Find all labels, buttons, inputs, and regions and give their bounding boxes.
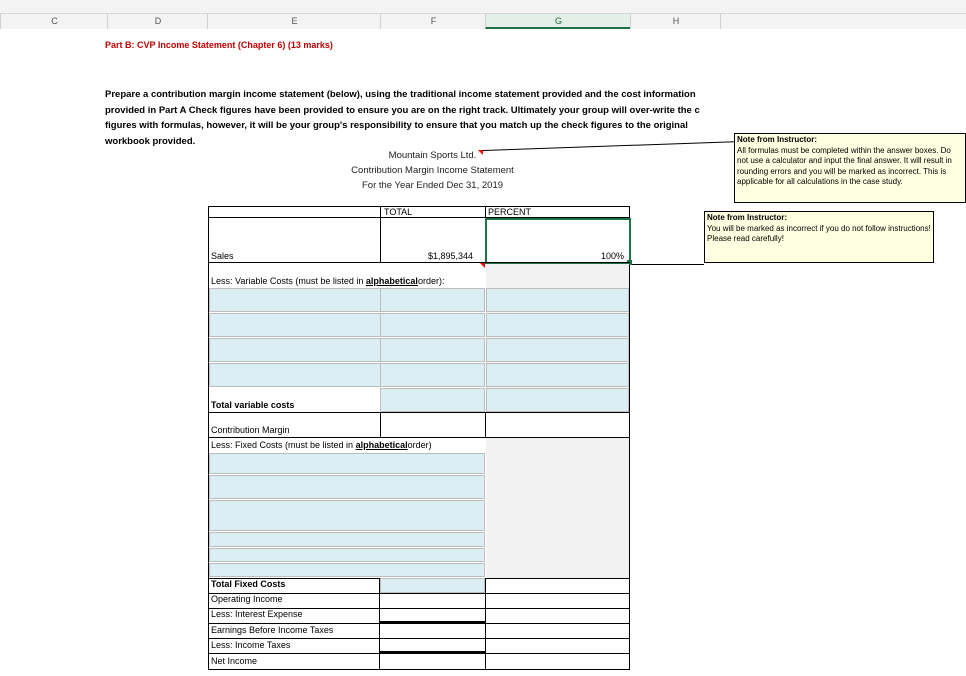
subtotal-underline	[380, 651, 485, 653]
column-header-c[interactable]: C	[0, 14, 108, 29]
statement-period: For the Year Ended Dec 31, 2019	[361, 180, 504, 191]
variable-cost-percent-3[interactable]	[486, 338, 629, 362]
percent-column-fill	[486, 438, 629, 579]
statement-title: Contribution Margin Income Statement	[351, 165, 514, 176]
note-body: All formulas must be completed within the answer boxes. Do not use a calculator and input the final answer. It will result in rounding errors and you will be marked as incorrect. This is applicable for all calculations in the case study.	[737, 145, 952, 186]
variable-cost-percent-4[interactable]	[486, 363, 629, 387]
fixed-suffix: order)	[407, 440, 432, 450]
instructions-text: Prepare a contribution margin income statement (below), using the traditional income statement provided and the cost information provided in Part A Check figures have been provided to ensure you are on the right track. Ultimately your group will over-write the c figures with formulas, however, it will be your group's responsibility to ensure that you match up the check figures to the original workbook provided.	[105, 89, 700, 147]
note-title: Note from Instructor:	[737, 135, 817, 144]
comment-indicator	[478, 150, 483, 155]
column-header-blank[interactable]	[720, 14, 966, 29]
note-title: Note from Instructor:	[707, 213, 787, 222]
comment-connector	[630, 264, 704, 265]
column-header-d[interactable]: D	[107, 14, 208, 29]
variable-cost-total-3[interactable]	[380, 338, 485, 362]
fixed-cost-name-3[interactable]	[209, 500, 485, 531]
row-divider	[209, 638, 630, 639]
variable-prefix: Less: Variable Costs (must be listed in	[211, 276, 366, 286]
total-fixed-label: Total Fixed Costs	[211, 579, 286, 589]
header-percent: PERCENT	[488, 207, 532, 217]
income-taxes-label: Less: Income Taxes	[211, 640, 291, 650]
fixed-prefix: Less: Fixed Costs (must be listed in	[211, 440, 356, 450]
variable-cost-total-4[interactable]	[380, 363, 485, 387]
total-variable-percent[interactable]	[486, 388, 629, 412]
table-header-row	[208, 206, 630, 218]
row-divider	[208, 262, 630, 263]
column-divider	[485, 578, 486, 670]
fixed-cost-name-5[interactable]	[209, 548, 485, 562]
company-name: Mountain Sports Ltd.	[388, 150, 477, 161]
row-divider	[209, 653, 630, 654]
fixed-cost-name-1[interactable]	[209, 453, 485, 474]
variable-cost-percent-1[interactable]	[486, 288, 629, 312]
column-divider	[380, 206, 381, 263]
sales-total[interactable]: $1,895,344	[428, 251, 474, 261]
variable-cost-total-1[interactable]	[380, 288, 485, 312]
total-variable-label: Total variable costs	[211, 400, 295, 410]
part-title: Part B: CVP Income Statement (Chapter 6) (13 marks)	[105, 40, 333, 50]
row-divider	[209, 623, 630, 624]
fixed-costs-heading	[211, 440, 432, 450]
interest-expense-label: Less: Interest Expense	[211, 609, 303, 619]
instructor-note-formulas	[734, 133, 966, 203]
column-header-e[interactable]: E	[207, 14, 381, 29]
column-header-f[interactable]: F	[380, 14, 486, 29]
contribution-margin-total[interactable]	[381, 413, 485, 438]
instructor-note-follow-instructions	[704, 211, 934, 263]
variable-suffix: order):	[417, 276, 445, 286]
net-income-label: Net Income	[211, 656, 258, 666]
comment-indicator	[480, 263, 485, 268]
note-body: You will be marked as incorrect if you do not follow instructions! Please read carefully!	[707, 223, 931, 243]
header-total: TOTAL	[384, 207, 413, 217]
variable-cost-total-2[interactable]	[380, 313, 485, 337]
total-variable-total[interactable]	[380, 388, 485, 412]
operating-income-label: Operating Income	[211, 594, 283, 604]
total-fixed-total[interactable]	[380, 578, 485, 593]
ebt-label: Earnings Before Income Taxes	[211, 625, 334, 635]
sales-label: Sales	[211, 251, 234, 261]
subtotal-underline	[380, 621, 485, 623]
variable-costs-heading	[211, 276, 444, 286]
column-header-h[interactable]: H	[630, 14, 721, 29]
contribution-margin-label: Contribution Margin	[211, 425, 290, 435]
variable-cost-percent-2[interactable]	[486, 313, 629, 337]
variable-emph: alphabetical	[365, 276, 418, 286]
fixed-emph: alphabetical	[355, 440, 408, 450]
fixed-cost-name-4[interactable]	[209, 532, 485, 547]
contribution-margin-percent[interactable]	[486, 413, 629, 438]
sales-percent[interactable]: 100%	[601, 251, 625, 261]
fixed-cost-name-6[interactable]	[209, 563, 485, 577]
column-header-g[interactable]: G	[485, 14, 631, 29]
row-divider	[208, 437, 630, 438]
column-header-bar	[0, 0, 966, 29]
fixed-cost-name-2[interactable]	[209, 475, 485, 499]
